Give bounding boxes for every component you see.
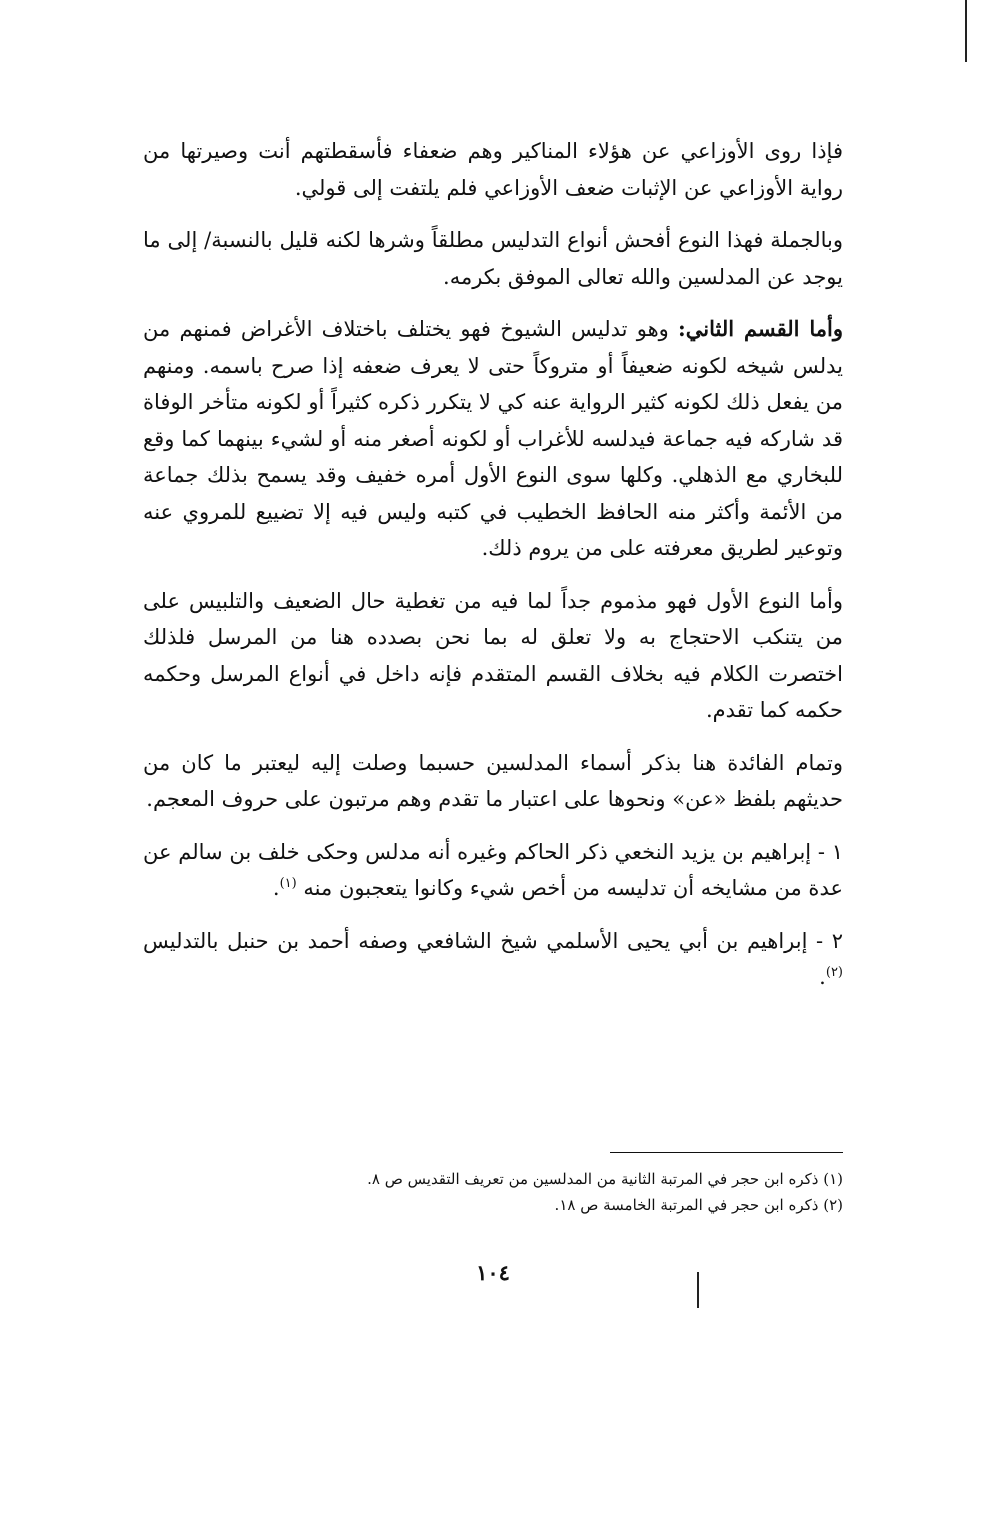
footnote-1: (١) ذكره ابن حجر في المرتبة الثانية من المدلسين من تعريف التقديس ص ٨. xyxy=(367,1170,843,1188)
margin-mark xyxy=(697,1272,699,1308)
main-text xyxy=(143,133,843,1012)
paragraph-2 xyxy=(143,222,843,295)
paragraph-1-text: فإذا روى الأوزاعي عن هؤلاء المناكير وهم ضعفاء فأسقطتهم أنت وصيرتها من رواية الأوزاعي عن الإثبات ضعف الأوزاعي فلم يلتفت إلى قولي. xyxy=(143,139,843,200)
entry-2-text: ٢ - إبراهيم بن أبي يحيى الأسلمي شيخ الشافعي وصفه أحمد بن حنبل بالتدليس xyxy=(143,928,843,953)
section-heading: وأما القسم الثاني: xyxy=(678,316,843,341)
paragraph-4 xyxy=(143,583,843,729)
paragraph-2-text: وبالجملة فهذا النوع أفحش أنواع التدليس مطلقاً وشرها لكنه قليل بالنسبة/ إلى ما يوجد عن المدلسين والله تعالى الموفق بكرمه. xyxy=(143,228,843,289)
paragraph-5 xyxy=(143,745,843,818)
entry-2-end: . xyxy=(819,965,826,989)
footnotes xyxy=(143,1166,843,1218)
entry-1-text: ١ - إبراهيم بن يزيد النخعي ذكر الحاكم وغيره أنه مدلس وحكى خلف بن سالم عن عدة من مشايخه أن تدليسه من أخص شيء وكانوا يتعجبون منه xyxy=(143,839,843,900)
page-number: ١٠٤ xyxy=(476,1260,510,1285)
entry-1 xyxy=(143,834,843,907)
paragraph-5-text: وتمام الفائدة هنا بذكر أسماء المدلسين حسبما وصلت إليه ليعتبر ما كان من حديثهم بلفظ «عن» ونحوها على اعتبار ما تقدم وهم مرتبون على حروف المعجم. xyxy=(143,750,843,811)
paragraph-1 xyxy=(143,133,843,206)
entry-2 xyxy=(143,923,843,996)
scan-edge-line xyxy=(965,0,967,62)
footnote-2: (٢) ذكره ابن حجر في المرتبة الخامسة ص ١٨. xyxy=(554,1196,843,1214)
paragraph-3-text: وهو تدليس الشيوخ فهو يختلف باختلاف الأغراض فمنهم من يدلس شيخه لكونه ضعيفاً أو متروكاً حتى لا يعرف ضعفه إذا صرح باسمه. ومنهم من يفعل ذلك لكونه كثير الرواية عنه كي لا يتكرر ذكره كثيراً أو لكونه متأخر الوفاة قد شاركه فيه جماعة فيدلسه للأغراب أو لكونه أصغر منه أو لشيء بينهما كما وقع للبخاري مع الذهلي. وكلها سوى النوع الأول أمره خفيف وقد يسمح بذلك جماعة من الأئمة وأكثر منه الحافظ الخطيب في كتبه وليس فيه إلا تضييع للمروي عنه وتوعير لطريق معرفته على من يروم ذلك. xyxy=(143,317,843,560)
paragraph-4-text: وأما النوع الأول فهو مذموم جداً لما فيه من تغطية حال الضعيف والتلبيس على من يتنكب الاحتجاج به ولا تعلق له بما نحن بصدده هنا من المرسل فلذلك اختصرت الكلام فيه بخلاف القسم المتقدم فإنه داخل في أنواع المرسل وحكمه حكمه كما تقدم. xyxy=(143,588,843,722)
footnote-divider xyxy=(610,1152,843,1153)
footnote-ref-1: (١) xyxy=(279,876,297,891)
paragraph-3 xyxy=(143,311,843,567)
entry-1-end: . xyxy=(272,876,280,900)
footnote-ref-2: (٢) xyxy=(825,965,843,980)
